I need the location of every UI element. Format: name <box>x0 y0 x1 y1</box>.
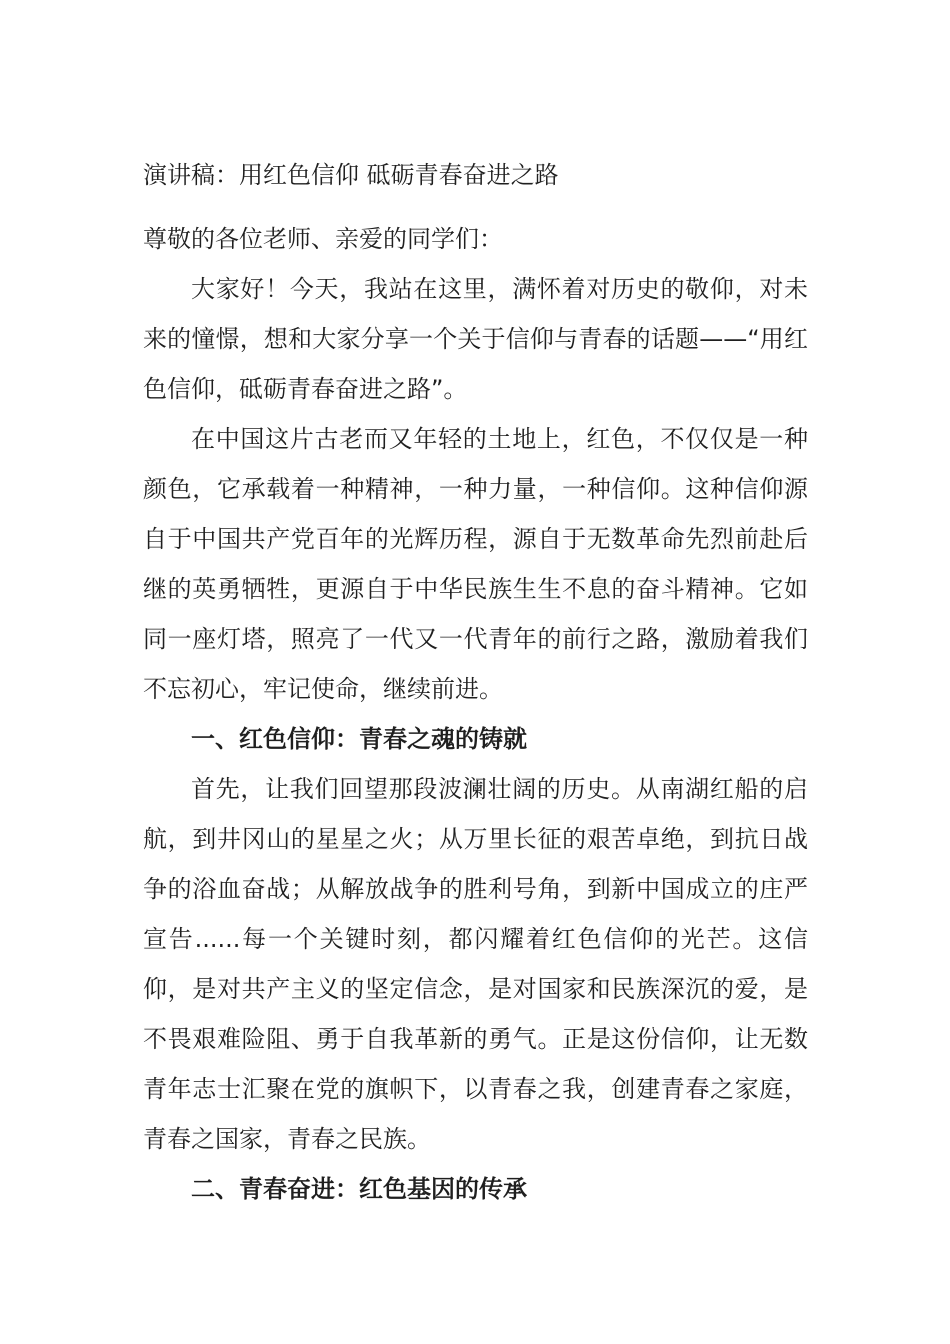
salutation: 尊敬的各位老师、亲爱的同学们： <box>143 225 503 253</box>
paragraph-greeting: 大家好！今天，我站在这里，满怀着对历史的敬仰，对未来的憧憬，想和大家分享一个关于信仰与青春的话题——“用红色信仰，砥砺青春奋进之路”。 <box>143 275 808 403</box>
document-body <box>143 150 808 1214</box>
section-heading-2: 二、青春奋进：红色基因的传承 <box>191 1175 527 1203</box>
paragraph-red-meaning: 在中国这片古老而又年轻的土地上，红色，不仅仅是一种颜色，它承载着一种精神，一种力量，一种信仰。这种信仰源自于中国共产党百年的光辉历程，源自于无数革命先烈前赴后继的英勇牺牲，更源自于中华民族生生不息的奋斗精神。它如同一座灯塔，照亮了一代又一代青年的前行之路，激励着我们不忘初心，牢记使命，继续前进。 <box>143 425 808 703</box>
document-title: 演讲稿：用红色信仰 砥砺青春奋进之路 <box>143 161 559 189</box>
paragraph-history: 首先，让我们回望那段波澜壮阔的历史。从南湖红船的启航，到井冈山的星星之火；从万里长征的艰苦卓绝，到抗日战争的浴血奋战；从解放战争的胜利号角，到新中国成立的庄严宣告......每一个关键时刻，都闪耀着红色信仰的光芒。这信仰，是对共产主义的坚定信念，是对国家和民族深沉的爱，是不畏艰难险阻、勇于自我革新的勇气。正是这份信仰，让无数青年志士汇聚在党的旗帜下，以青春之我，创建青春之家庭，青春之国家，青春之民族。 <box>143 775 808 1153</box>
section-heading-1: 一、红色信仰：青春之魂的铸就 <box>191 725 527 753</box>
